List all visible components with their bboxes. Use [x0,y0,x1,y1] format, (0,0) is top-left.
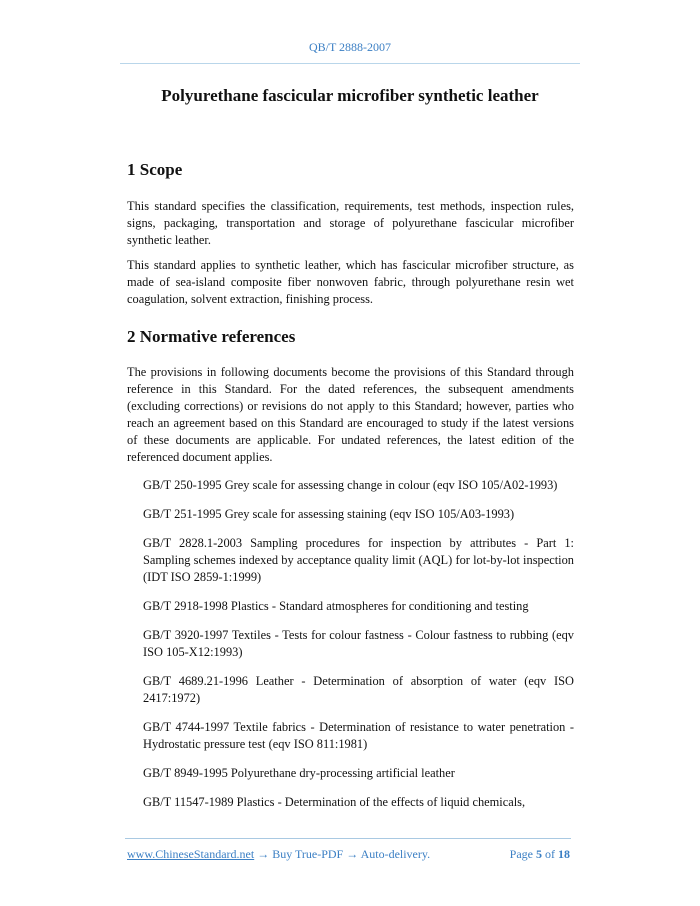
footer-divider [125,838,571,839]
reference-item: GB/T 11547-1989 Plastics - Determination of the effects of liquid chemicals, [143,795,526,809]
document-code: QB/T 2888-2007 [308,40,392,54]
page-label: Page [509,847,533,861]
reference-item: GB/T 3920-1997 Textiles - Tests for colour fastness - Colour fastness to rubbing (eqv ISO 105-X12:1993) [143,628,574,659]
section-heading-normative-references: 2 Normative references [127,327,296,346]
references-intro-paragraph: The provisions in following documents become the provisions of this Standard through reference in this Standard. For the dated references, the subsequent amendments (excluding corrections) or revisions do not apply to this Standard; however, parties who reach an agreement based on this Standard are encouraged to study if the latest versions of these documents are applicable. For undated references, the latest edition of the referenced document applies. [127,365,574,464]
page-indicator [510,847,570,862]
scope-paragraph-2: This standard applies to synthetic leather, which has fascicular microfiber structure, as made of sea-island composite fiber nonwoven fabric, through polyurethane resin wet coagulation, solvent extraction, finishing process. [127,258,574,306]
reference-item: GB/T 250-1995 Grey scale for assessing change in colour (eqv ISO 105/A02-1993) [143,478,558,492]
reference-item: GB/T 251-1995 Grey scale for assessing staining (eqv ISO 105/A03-1993) [143,507,515,521]
footer-promo-text: → Buy True-PDF → Auto-delivery. [254,847,431,861]
reference-item: GB/T 2918-1998 Plastics - Standard atmospheres for conditioning and testing [143,599,529,613]
section-heading-scope: 1 Scope [127,160,183,179]
of-label: of [545,847,555,861]
total-pages: 18 [558,847,570,861]
reference-item: GB/T 8949-1995 Polyurethane dry-processing artificial leather [143,766,455,780]
page-footer [127,847,570,862]
reference-item: GB/T 2828.1-2003 Sampling procedures for inspection by attributes - Part 1: Sampling schemes indexed by acceptance quality limit (AQL) for lot-by-lot inspection (IDT ISO 2859-1:1999) [143,536,574,584]
header-divider [120,63,580,64]
reference-item: GB/T 4689.21-1996 Leather - Determination of absorption of water (eqv ISO 2417:1972) [143,674,574,705]
document-title: Polyurethane fascicular microfiber synthetic leather [161,86,539,105]
website-link[interactable]: www.ChineseStandard.net [127,847,255,861]
document-body [127,160,574,811]
scope-paragraph-1: This standard specifies the classification, requirements, test methods, inspection rules, signs, packaging, transportation and storage of polyurethane fascicular microfiber synthetic leather. [127,199,574,247]
reference-item: GB/T 4744-1997 Textile fabrics - Determination of resistance to water penetration - Hydrostatic pressure test (eqv ISO 811:1981) [143,720,574,751]
current-page: 5 [536,847,542,861]
